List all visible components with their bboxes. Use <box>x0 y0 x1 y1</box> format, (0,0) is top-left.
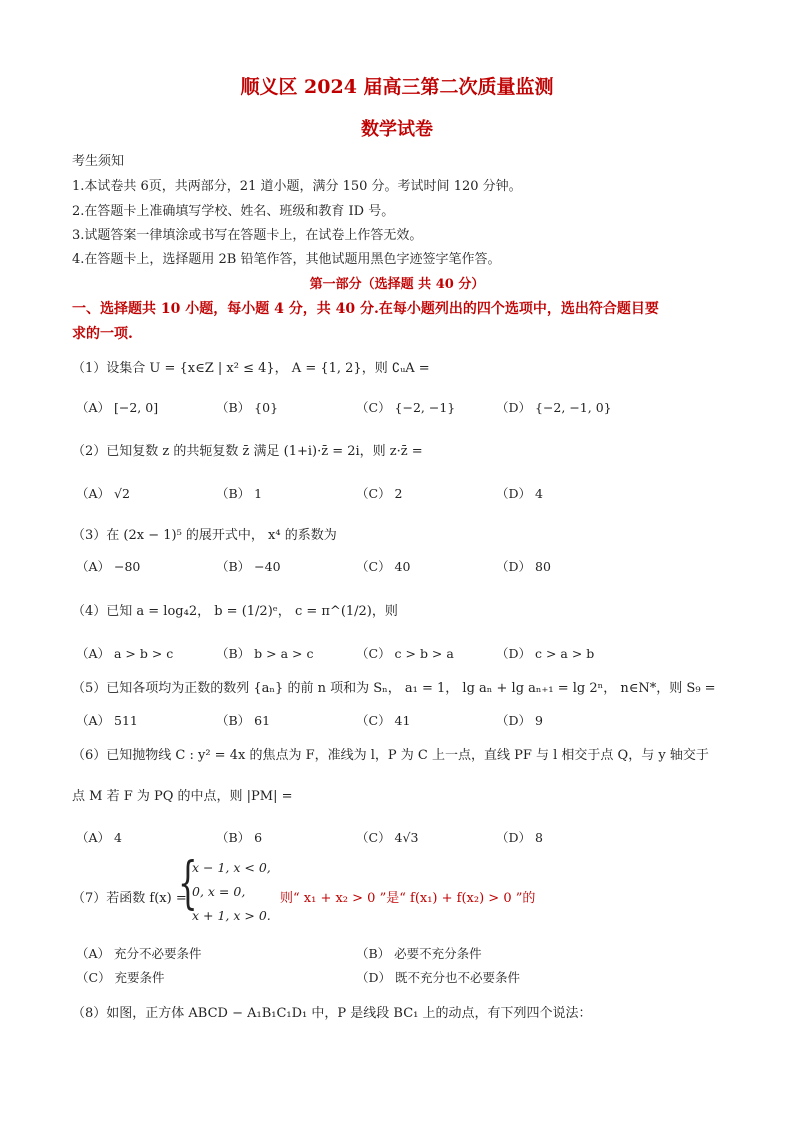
q2-option-a: （A） √2 <box>76 486 130 501</box>
page-subtitle: 数学试卷 <box>361 119 433 140</box>
q7-option-b: （B） 必要不充分条件 <box>356 946 482 961</box>
piecewise-case: x − 1, x < 0, <box>192 860 271 875</box>
q6-option-a: （A） 4 <box>76 830 122 845</box>
notice-heading: 考生须知 <box>72 154 125 169</box>
question-7-stem-suffix: 则“ x₁ + x₂ > 0 ”是“ f(x₁) + f(x₂) > 0 ”的 <box>280 891 536 906</box>
part1-instruction-cont: 求的一项. <box>72 326 133 342</box>
part1-heading: 第一部分（选择题 共 40 分） <box>309 277 485 292</box>
q3-option-c: （C） 40 <box>356 559 411 574</box>
q6-option-d: （D） 8 <box>496 830 543 845</box>
notice-item: 1.本试卷共 6页，共两部分，21 道小题，满分 150 分。考试时间 120 分钟。 <box>72 179 522 194</box>
q6-option-c: （C） 4√3 <box>356 830 419 845</box>
q1-option-b: （B） {0} <box>216 400 279 415</box>
q7-option-c: （C） 充要条件 <box>76 970 165 985</box>
page-title: 顺义区 2024 届高三第二次质量监测 <box>240 76 554 98</box>
q2-option-c: （C） 2 <box>356 486 403 501</box>
q5-option-c: （C） 41 <box>356 713 411 728</box>
q2-option-b: （B） 1 <box>216 486 263 501</box>
q7-option-d: （D） 既不充分也不必要条件 <box>356 970 520 985</box>
q4-option-b: （B） b > a > c <box>216 646 314 661</box>
part1-instruction: 一、选择题共 10 小题，每小题 4 分，共 40 分.在每小题列出的四个选项中，选出符合题目要 <box>72 301 659 317</box>
question-4-stem: （4）已知 a = log₄2， b = (1/2)ᵉ， c = π^(1/2)，则 <box>72 604 398 619</box>
notice-item: 4.在答题卡上，选择题用 2B 铅笔作答，其他试题用黑色字迹签字笔作答。 <box>72 252 501 267</box>
question-6-stem-cont: 点 M 若 F 为 PQ 的中点，则 |PM| = <box>72 789 293 804</box>
q3-option-d: （D） 80 <box>496 559 551 574</box>
q4-option-c: （C） c > b > a <box>356 646 454 661</box>
piecewise-case: x + 1, x > 0. <box>192 908 271 923</box>
question-1-stem: （1）设集合 U = {x∈Z | x² ≤ 4}， A = {1, 2}，则 ∁ᵤA = <box>72 361 430 376</box>
question-5-stem: （5）已知各项均为正数的数列 {aₙ} 的前 n 项和为 Sₙ， a₁ = 1， lg aₙ + lg aₙ₊₁ = lg 2ⁿ， n∈N*，则 S₉ = <box>72 681 716 696</box>
q1-option-c: （C） {−2, −1} <box>356 400 456 415</box>
question-7-stem-prefix: （7）若函数 f(x) = <box>72 891 187 906</box>
question-6-stem: （6）已知抛物线 C : y² = 4x 的焦点为 F，准线为 l，P 为 C 上一点，直线 PF 与 l 相交于点 Q，与 y 轴交于 <box>72 748 709 763</box>
piecewise-case: 0, x = 0, <box>192 884 246 899</box>
q3-option-b: （B） −40 <box>216 559 281 574</box>
question-8-stem: （8）如图，正方体 ABCD − A₁B₁C₁D₁ 中，P 是线段 BC₁ 上的动点，有下列四个说法： <box>72 1006 592 1021</box>
q2-option-d: （D） 4 <box>496 486 543 501</box>
q5-option-d: （D） 9 <box>496 713 543 728</box>
question-2-stem: （2）已知复数 z 的共轭复数 z̄ 满足 (1+i)·z̄ = 2i，则 z·z̄ = <box>72 444 423 459</box>
notice-item: 2.在答题卡上准确填写学校、姓名、班级和教育 ID 号。 <box>72 204 395 219</box>
left-brace-icon: { <box>178 851 198 916</box>
question-3-stem: （3）在 (2x − 1)⁵ 的展开式中， x⁴ 的系数为 <box>72 528 337 543</box>
q6-option-b: （B） 6 <box>216 830 263 845</box>
q5-option-a: （A） 511 <box>76 713 138 728</box>
q1-option-d: （D） {−2, −1, 0} <box>496 400 612 415</box>
q4-option-a: （A） a > b > c <box>76 646 174 661</box>
q7-option-a: （A） 充分不必要条件 <box>76 946 202 961</box>
q3-option-a: （A） −80 <box>76 559 141 574</box>
q4-option-d: （D） c > a > b <box>496 646 595 661</box>
q5-option-b: （B） 61 <box>216 713 271 728</box>
notice-item: 3.试题答案一律填涂或书写在答题卡上，在试卷上作答无效。 <box>72 228 423 243</box>
q1-option-a: （A） [−2, 0] <box>76 400 159 415</box>
